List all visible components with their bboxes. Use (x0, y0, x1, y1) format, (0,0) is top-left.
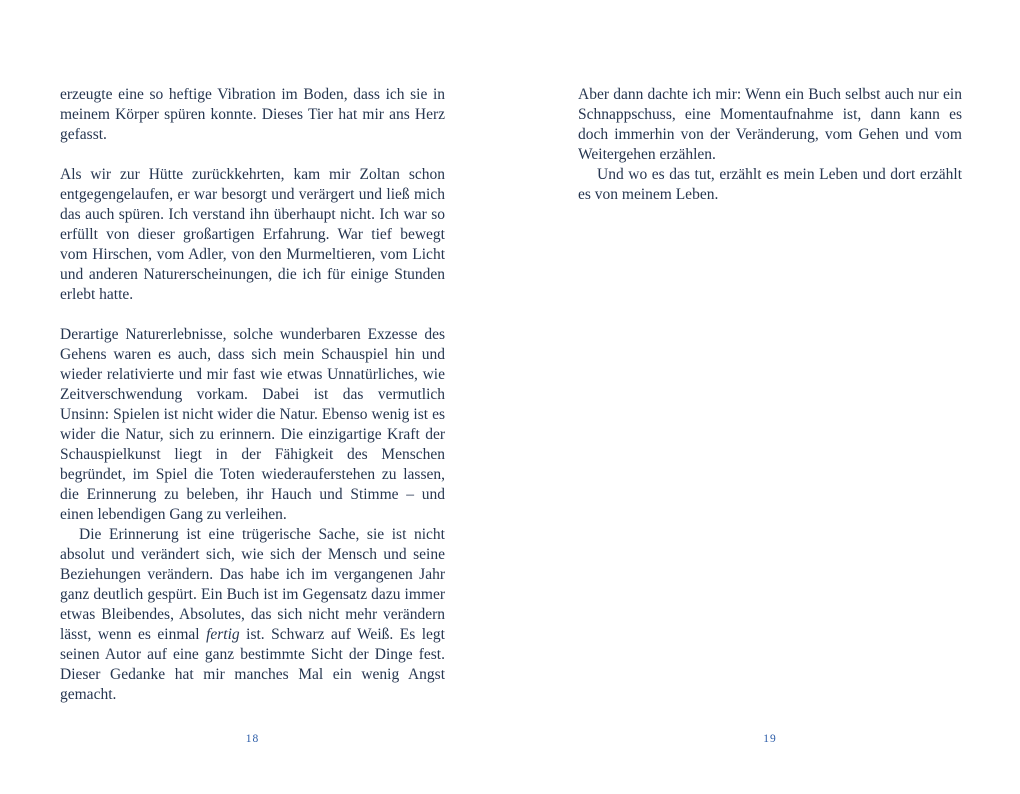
page-right (578, 0, 962, 794)
italic-text: fertig (206, 626, 240, 643)
body-text: Als wir zur Hütte zurückkehrten, kam mir Zoltan schon entgegengelaufen, er war besorgt und verärgert und ließ mich das auch spüren. Ich verstand ihn überhaupt nicht. Ich war so erfüllt von dieser großartigen Erfahrung. War tief bewegt vom Hirschen, vom Adler, von den Murmeltieren, vom Licht und anderen Naturerscheinungen, die ich für einige Stunden erlebt hatte. (60, 166, 445, 303)
paragraph (60, 325, 445, 525)
body-text: erzeugte eine so heftige Vibration im Boden, dass ich sie in meinem Körper spüren konnte. Dieses Tier hat mir ans Herz gefasst. (60, 86, 445, 143)
body-text: Die Erinnerung ist eine trügerische Sache, sie ist nicht absolut und verändert sich, wie sich der Mensch und seine Beziehungen verändern. Das habe ich im vergangenen Jahr ganz deutlich gespürt. Ein Buch ist im Gegensatz dazu immer etwas Bleibendes, Absolutes, das sich nicht mehr verändern lässt, wenn es einmal (60, 526, 445, 643)
page-number-right: 19 (763, 733, 777, 745)
page-number-left: 18 (245, 733, 260, 745)
paragraph (578, 85, 962, 165)
paragraph (60, 85, 445, 145)
paragraph (60, 525, 445, 705)
body-text: Aber dann dachte ich mir: Wenn ein Buch selbst auch nur ein Schnappschuss, eine Momentaufnahme ist, dann kann es doch immerhin von der Veränderung, vom Gehen und vom Weitergehen erzählen. (578, 86, 962, 163)
body-text: Und wo es das tut, erzählt es mein Leben und dort erzählt es von meinem Leben. (578, 166, 962, 203)
body-text: ist. Schwarz auf Weiß. Es legt seinen Autor auf eine ganz bestimmte Sicht der Dinge fest. Dieser Gedanke hat mir manches Mal ein wenig Angst gemacht. (60, 626, 445, 703)
page-left (60, 0, 445, 794)
page-right-text (578, 0, 962, 205)
paragraph (578, 165, 962, 205)
page-left-text (60, 0, 445, 705)
body-text: Derartige Naturerlebnisse, solche wunderbaren Exzesse des Gehens waren es auch, dass sich mein Schauspiel hin und wieder relativierte und mir fast wie etwas Unnatürliches, wie Zeitverschwendung vorkam. Dabei ist das vermutlich Unsinn: Spielen ist nicht wider die Natur. Ebenso wenig ist es wider die Natur, sich zu erinnern. Die einzigartige Kraft der Schauspielkunst liegt in der Fähigkeit des Menschen begründet, im Spiel die Toten wiederauferstehen zu lassen, die Erinnerung zu beleben, ihr Hauch und Stimme – und einen lebendigen Gang zu verleihen. (60, 326, 445, 523)
paragraph (60, 165, 445, 305)
